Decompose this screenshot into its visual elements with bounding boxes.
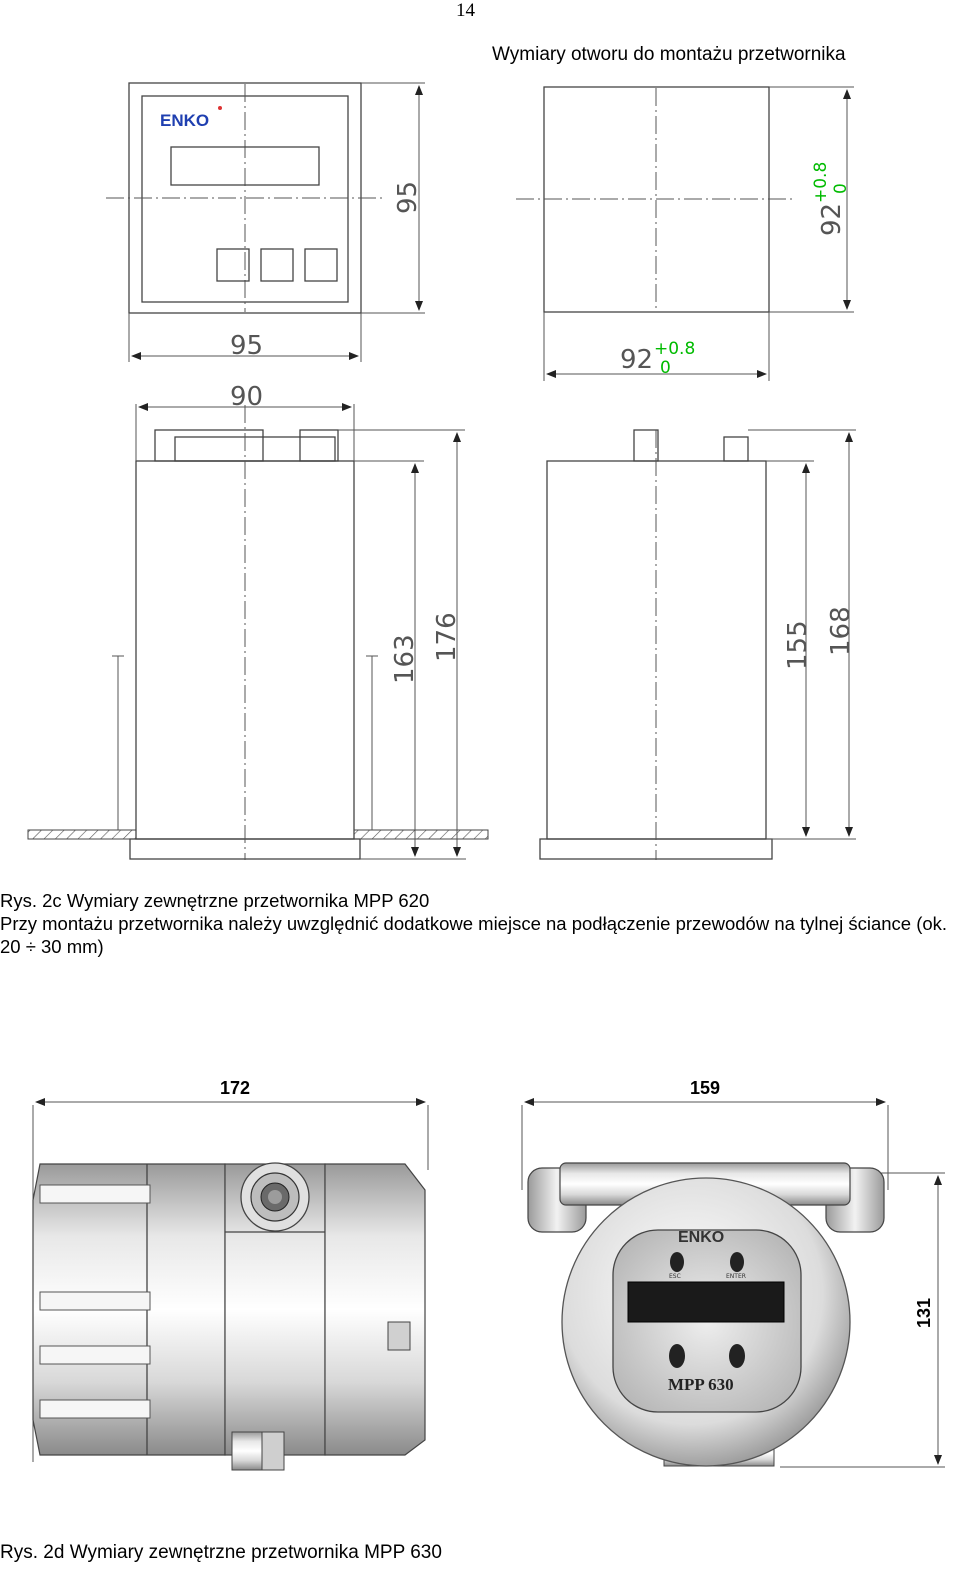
dim-side-depth-total: 176 xyxy=(432,612,462,662)
brand-logo-630: ENKO xyxy=(678,1229,725,1246)
dim-side-width: 90 xyxy=(230,382,264,412)
dim-side-depth-inner: 163 xyxy=(390,634,420,684)
dim-159: 159 xyxy=(690,1078,721,1098)
svg-text:ENKO: ENKO xyxy=(160,111,210,130)
enko-logo xyxy=(160,106,222,130)
figure-2c-caption: Rys. 2c Wymiary zewnętrzne przetwornika MPP 620 xyxy=(0,890,430,911)
svg-text:ENTER: ENTER xyxy=(726,1273,746,1280)
model-label: MPP 630 xyxy=(668,1375,734,1394)
rear-view-620 xyxy=(540,430,856,860)
dim-rear-depth-inner: 155 xyxy=(783,620,813,670)
svg-text:0: 0 xyxy=(831,183,851,194)
button-enter-icon xyxy=(730,1252,744,1272)
figure-2d-drawing xyxy=(0,1060,960,1540)
svg-text:ESC: ESC xyxy=(669,1273,681,1280)
dim-172: 172 xyxy=(220,1078,251,1098)
svg-text:0: 0 xyxy=(660,358,671,378)
dim-front-width: 95 xyxy=(230,331,264,361)
side-view-620 xyxy=(28,382,488,860)
side-rendering-630 xyxy=(33,1078,428,1470)
cutout-view-620 xyxy=(516,87,854,381)
page-number: 14 xyxy=(456,0,475,21)
section-heading: Wymiary otworu do montażu przetwornika xyxy=(492,44,846,65)
svg-text:+0.8: +0.8 xyxy=(811,161,831,203)
front-view-620 xyxy=(106,83,425,362)
front-rendering-630 xyxy=(522,1078,945,1467)
mounting-note: Przy montażu przetwornika należy uwzględnić dodatkowe miejsce na podłączenie przewodów na tylnej ściance (ok. 20 ÷ 30 mm) xyxy=(0,913,948,957)
button-esc-icon xyxy=(670,1252,684,1272)
dim-front-height: 95 xyxy=(393,180,423,214)
figure-2d-caption: Rys. 2d Wymiary zewnętrzne przetwornika MPP 630 xyxy=(0,1542,442,1563)
dim-cutout-height: 92 xyxy=(817,202,847,236)
dim-cutout-width: 92 xyxy=(620,345,654,375)
dim-131: 131 xyxy=(914,1297,934,1328)
button-down-icon xyxy=(669,1344,685,1368)
svg-text:+0.8: +0.8 xyxy=(654,339,696,359)
button-up-icon xyxy=(729,1344,745,1368)
dim-rear-depth-total: 168 xyxy=(826,606,856,656)
